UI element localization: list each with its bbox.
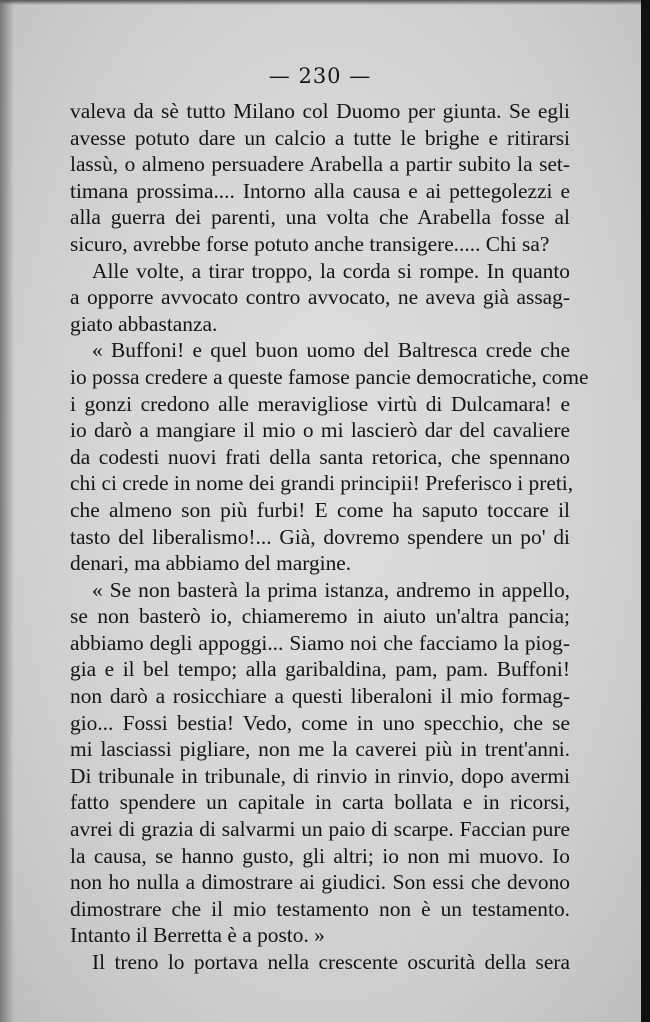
paragraph [70,577,570,949]
top-edge-shadow [0,0,650,5]
text-line: valeva da sè tutto Milano col Duomo per giunta. Se egli [70,99,570,123]
text-line: Di tribunale in tribunale, di rinvio in rinvio, dopo avermi [70,763,570,788]
text-line: gio... Fossi bestia! Vedo, come in uno specchio, che se [70,710,570,735]
text-line: la causa, se hanno gusto, gli altri; io non mi muovo. Io [70,843,570,868]
text-line: denari, ma abbiamo del margine. [70,551,352,576]
text-line: a opporre avvocato contro avvocato, ne aveva già assag- [70,285,570,310]
text-line: alla guerra dei parenti, una volta che Arabella fosse al [70,205,570,230]
text-line: Intanto il Berretta è a posto. » [70,923,325,948]
text-line: se non basterò io, chiameremo in aiuto un'altra pancia; [70,604,570,629]
paragraph [70,949,570,976]
text-line: lassù, o almeno persuadere Arabella a partir subito la set- [70,152,570,177]
text-line: giato abbastanza. [70,311,218,336]
body-text [70,98,589,976]
text-line: tasto del liberalismo!... Già, dovremo spendere un po' di [70,524,570,549]
text-line: fatto spendere un capitale in carta bollata e in ricorsi, [70,790,570,815]
paragraph [70,98,570,258]
text-line: avrei di grazia di salvarmi un paio di scarpe. Faccian pure [70,817,570,842]
text-line: che almeno son più furbi! E come ha saputo toccare il [70,497,570,522]
text-line: non darò a rosicchiare a questi liberaloni il mio formag- [70,684,570,709]
text-line: avesse potuto dare un calcio a tutte le brighe e ritirarsi [70,125,570,150]
text-line: abbiamo degli appoggi... Siamo noi che facciamo la piog- [70,630,570,655]
text-line: i gonzi credono alle meravigliose virtù di Dulcamara! e [70,391,570,416]
text-line: io possa credere a queste famose pancie democratiche, come [70,364,589,389]
text-line: timana prossima.... Intorno alla causa e ai pettegolezzi e [70,178,570,203]
text-line: Il treno lo portava nella crescente oscurità della sera [92,950,570,974]
text-line: gia e il bel tempo; alla garibaldina, pam, pam. Buffoni! [70,657,570,682]
text-line: dimostrare che il mio testamento non è un testamento. [70,896,570,921]
text-line: Alle volte, a tirar troppo, la corda si rompe. In quanto [92,258,570,283]
right-page-edge [641,0,650,1022]
page-number: — 230 — [268,64,372,88]
text-line: non ho nulla a dimostrare ai giudici. Son essi che devono [70,870,570,895]
paragraph [70,258,570,338]
paragraph [70,337,589,576]
text-line: sicuro, avrebbe forse potuto anche transigere..... Chi sa? [70,231,550,256]
text-line: io darò a mangiare il mio o mi lascierò dar del cavaliere [70,418,570,443]
text-line: da codesti nuovi frati della santa retorica, che spennano [70,444,570,469]
text-line: chi ci crede in nome dei grandi principii! Preferisco i preti, [70,471,574,496]
text-line: « Se non basterà la prima istanza, andremo in appello, [92,577,570,602]
text-line: mi lasciassi pigliare, non me la caverei più in trent'anni. [70,737,570,762]
binding-shadow [0,0,14,1022]
text-line: « Buffoni! e quel buon uomo del Baltresca crede che [92,338,570,363]
